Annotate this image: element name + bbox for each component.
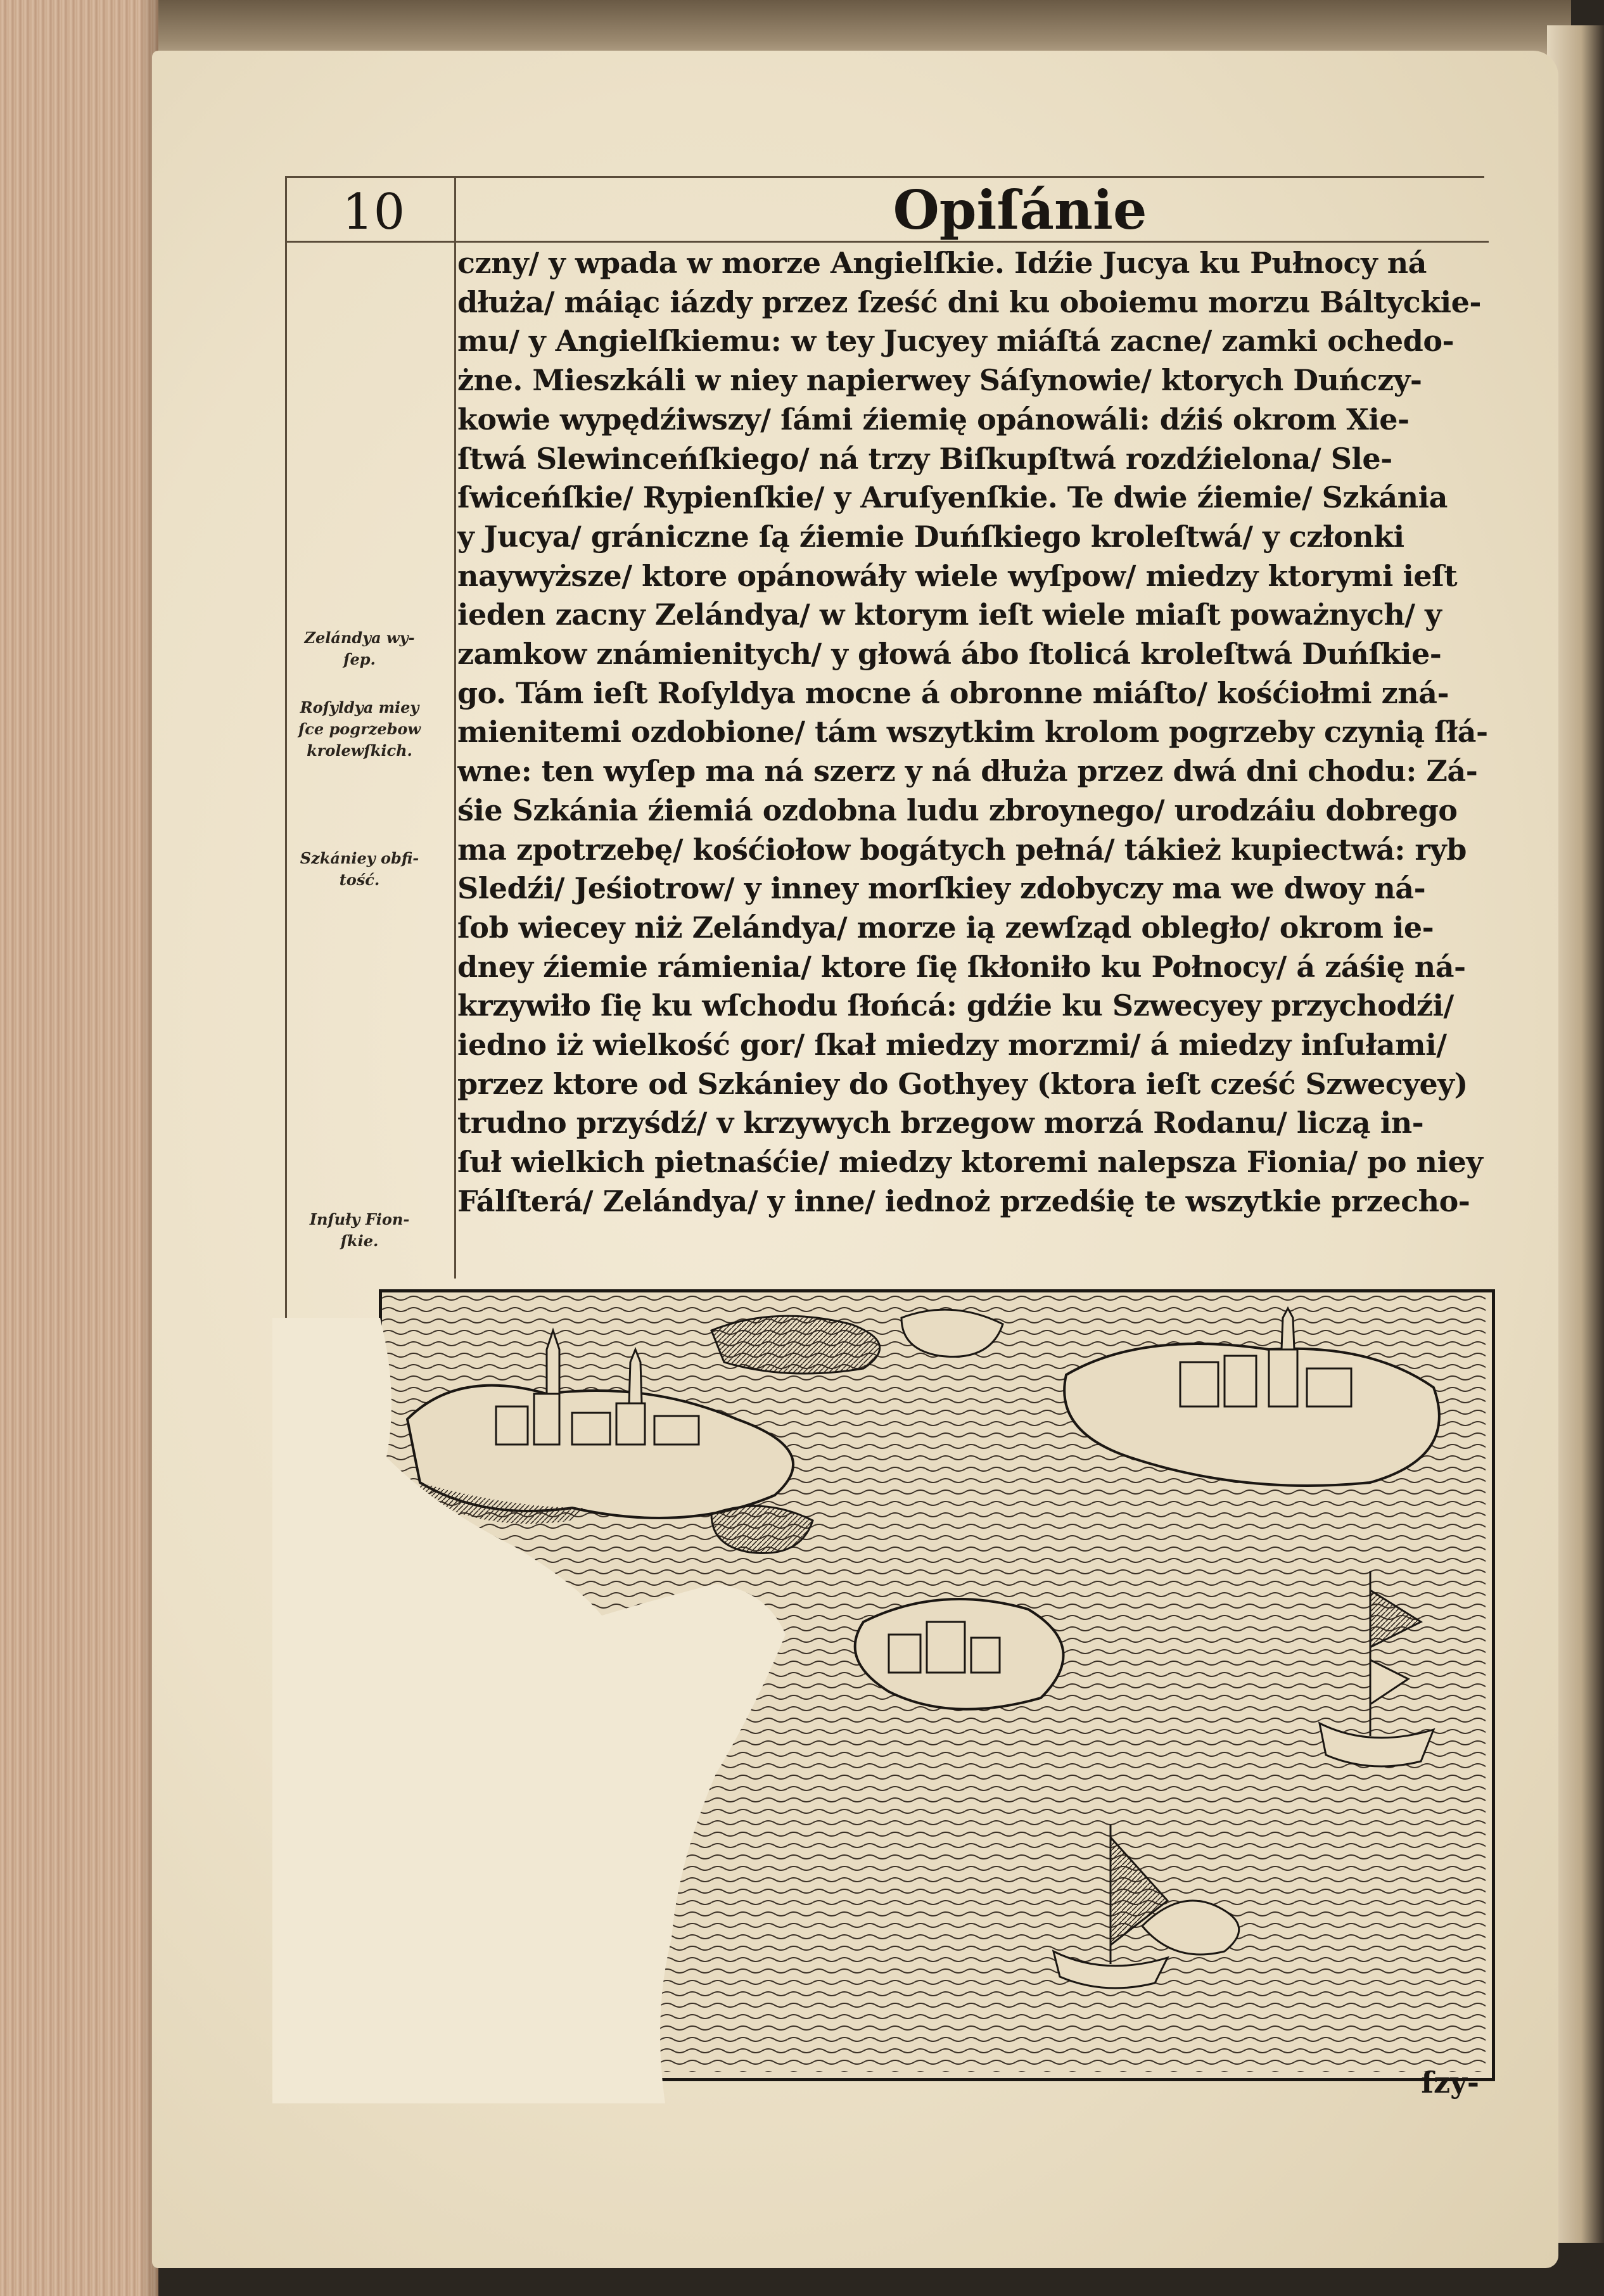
text-line: trudno przyśdź/ v krzywych brzegow morzá Rodanu/ liczą in- (457, 1106, 1424, 1140)
margin-note-line: tość. (339, 871, 380, 889)
text-line: Fálſterá/ Zelándya/ y inne/ iednoż przedśię te wszytkie przecho- (457, 1183, 1470, 1218)
body-text (457, 244, 1489, 1221)
text-line: ma zpotrzebę/ kośćiołow bogátych pełná/ tákież kupiectwá: ryb (457, 832, 1467, 867)
margin-note-line: ſep. (343, 650, 376, 668)
text-line: żne. Mieszkáli w niey napierwey Sáſynowie/ ktorych Duńczy- (457, 363, 1422, 398)
margin-column-rule (454, 176, 456, 1279)
text-line: ſwiceńſkie/ Rypienſkie/ y Aruſyenſkie. Te dwie źiemie/ Szkánia (457, 480, 1448, 515)
text-line: wne: ten wyſep ma ná szerz y ná dłuża przez dwá dni chodu: Zá- (457, 754, 1478, 789)
text-line: ieden zacny Zelándya/ w ktorym ieſt wiele miaſt poważnych/ y (457, 597, 1442, 632)
text-line: czny/ y wpada w morze Angielſkie. Idźie Jucya ku Pułnocy ná (457, 246, 1427, 280)
text-line: go. Tám ieſt Roſyldya mocne á obronne miáſto/ kośćiołmi zná- (457, 675, 1449, 710)
text-line: ſtwá Slewinceńſkiego/ ná trzy Biſkupſtwá rozdźielona/ Sle- (457, 441, 1392, 476)
margin-note-line: Szkániey obfi- (300, 849, 419, 867)
margin-note-rosyldya (291, 697, 428, 762)
text-line: mienitemi ozdobione/ tám wszytkim krolom pogrzeby czynią ſłá- (457, 715, 1488, 749)
margin-note-szkania (291, 848, 428, 891)
text-line: ſob wiecey niż Zelándya/ morze ią zewſząd obległo/ okrom ie- (457, 910, 1434, 945)
text-line: ſuł wielkich pietnaśćie/ miedzy ktoremi nalepsza Fionia/ po niey (457, 1145, 1483, 1180)
text-line: iedno iż wielkość gor/ ſkał miedzy morzmi/ á miedzy inſułami/ (457, 1028, 1447, 1062)
book-page-block-left (0, 0, 158, 2296)
margin-note-line: ſce pogrzebow (298, 720, 421, 738)
text-line: y Jucya/ grániczne ſą źiemie Duńſkiego kroleſtwá/ y członki (457, 519, 1404, 554)
text-line: krzywiło ſię ku wſchodu ſłońcá: gdźie ku Szwecyey przychodźi/ (457, 988, 1454, 1023)
margin-note-line: krolewſkich. (307, 741, 412, 760)
text-line: dłuża/ máiąc iázdy przez ſześć dni ku oboiemu morzu Báltyckie- (457, 284, 1482, 319)
margin-note-line: Zelándya wy- (304, 628, 415, 647)
paper-repair-fill (272, 1318, 786, 2103)
margin-note-insuly (291, 1209, 428, 1252)
margin-note-line: Inſuły Fion- (309, 1210, 410, 1228)
margin-note-line: ſkie. (340, 1232, 379, 1250)
page-number: 10 (342, 184, 405, 241)
text-line: zamkow známienitych/ y głowá ábo ſtolicá kroleſtwá Duńſkie- (457, 637, 1442, 672)
torn-paper-repair (272, 1318, 792, 2103)
text-line: kowie wypędźiwszy/ ſámi źiemię opánowáli: dźiś okrom Xie- (457, 402, 1410, 437)
running-title: Opiſánie (893, 179, 1147, 241)
margin-note-line: Roſyldya miey (300, 698, 419, 717)
text-line: dney źiemie rámienia/ ktore ſię ſkłoniło ku Połnocy/ á záśię ná- (457, 949, 1466, 984)
text-line: mu/ y Angielſkiemu: w tey Jucyey miáſtá zacne/ zamki ochedo- (457, 324, 1454, 359)
text-line: naywyższe/ ktore opánowáły wiele wyſpow/ miedzy ktorymi ieſt (457, 558, 1458, 593)
text-line: przez ktore od Szkániey do Gothyey (ktora ieſt cześć Szwecyey) (457, 1066, 1468, 1101)
catchword: ſzy- (1421, 2065, 1479, 2100)
text-line: Sledźi/ Jeśiotrow/ y inney morſkiey zdobyczy ma we dwoy ná- (457, 871, 1426, 906)
margin-note-zelandya (291, 627, 428, 670)
text-line: śie Szkánia źiemiá ozdobna ludu zbroynego/ urodzáiu dobrego (457, 793, 1458, 827)
